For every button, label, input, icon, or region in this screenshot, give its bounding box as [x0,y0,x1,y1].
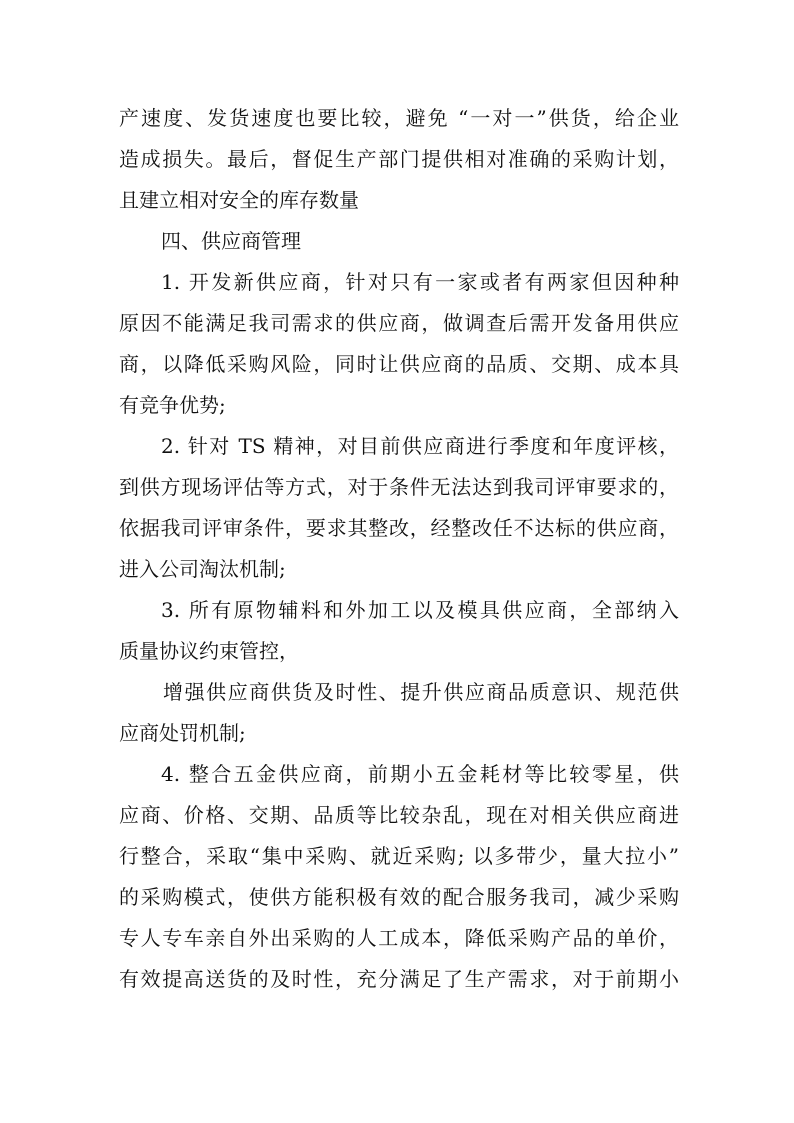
text-line: 且建立相对安全的库存数量 [119,188,359,212]
text-line: 应商、价格、交期、品质等比较杂乱，现在对相关供应商进 [119,803,679,827]
list-item-2: 2. 针对 TS 精神，对目前供应商进行季度和年度评核， [161,434,679,458]
text-line: 行整合，采取“集中采购、就近采购; 以多带少，量大拉小” [119,844,679,868]
text-line: 商，以降低采购风险，同时让供应商的品质、交期、成本具 [119,352,679,376]
document-body [119,98,679,1000]
text-line: 到供方现场评估等方式，对于条件无法达到我司评审要求的， [119,475,679,499]
text-line: 专人专车亲自外出采购的人工成本，降低采购产品的单价， [119,926,679,950]
text-line: 产速度、发货速度也要比较，避免 “一对一”供货，给企业 [119,106,679,130]
list-item-1: 1. 开发新供应商，针对只有一家或者有两家但因种种 [161,270,679,294]
text-line: 质量协议约束管控， [119,639,299,663]
list-item-3: 3. 所有原物辅料和外加工以及模具供应商，全部纳入 [161,598,679,622]
section-heading: 四、供应商管理 [161,229,301,253]
list-item-4: 4. 整合五金供应商，前期小五金耗材等比较零星，供 [161,762,679,786]
text-line: 进入公司淘汰机制; [119,557,286,581]
text-line: 的采购模式，使供方能积极有效的配合服务我司，减少采购 [119,885,679,909]
text-line: 依据我司评审条件，要求其整改，经整改任不达标的供应商， [119,516,679,540]
text-line: 造成损失。最后，督促生产部门提供相对准确的采购计划， [119,147,679,171]
text-line: 应商处罚机制; [119,721,246,745]
text-line: 原因不能满足我司需求的供应商，做调查后需开发备用供应 [119,311,679,335]
text-line: 增强供应商供货及时性、提升供应商品质意识、规范供 [163,680,679,704]
text-line: 有效提高送货的及时性，充分满足了生产需求，对于前期小 [119,967,679,991]
text-line: 有竞争优势; [119,393,226,417]
